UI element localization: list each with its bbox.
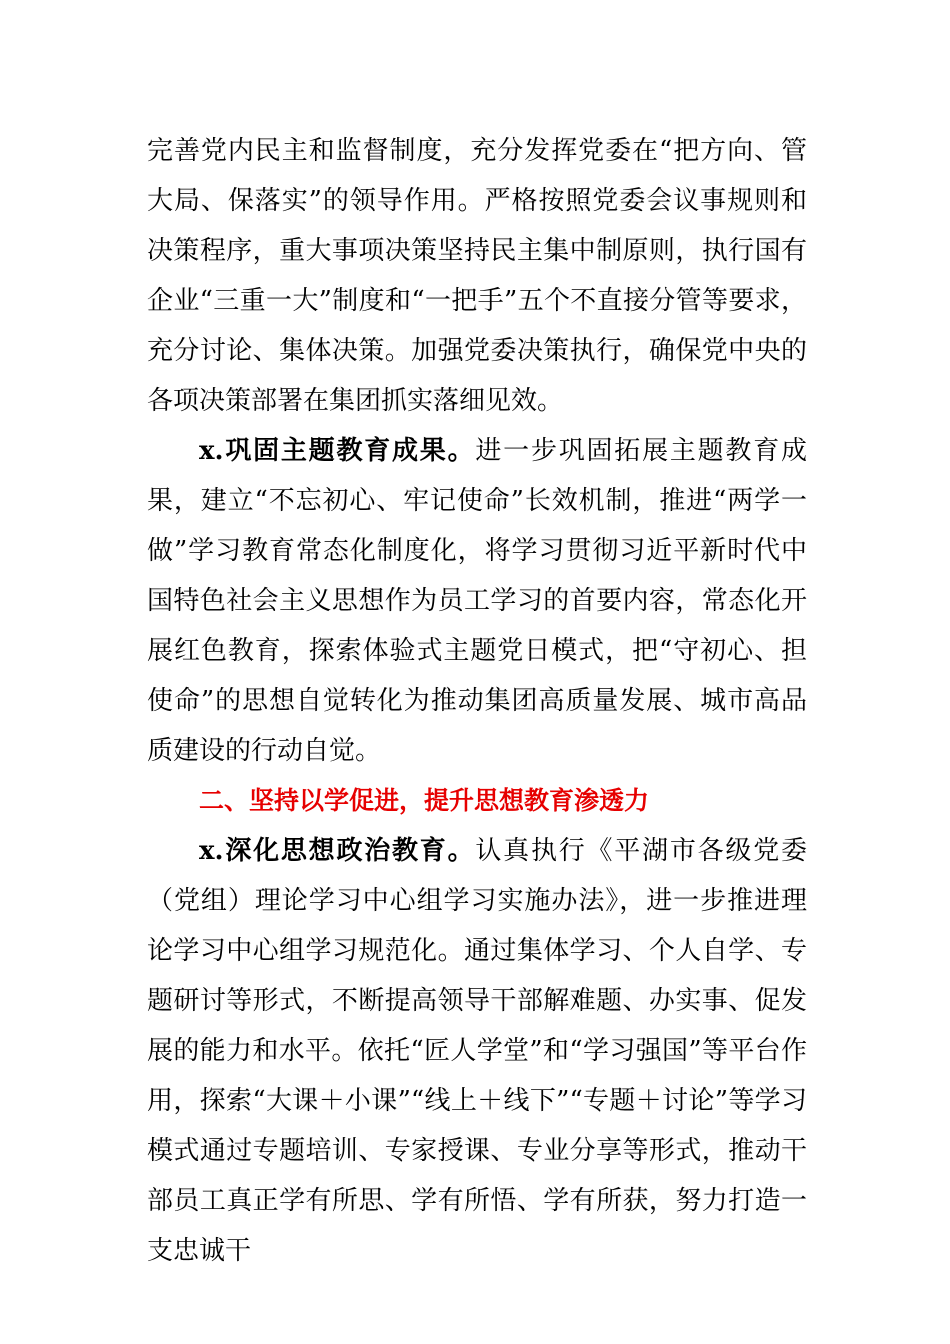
section-heading: 二、坚持以学促进，提升思想教育渗透力	[199, 786, 650, 815]
paragraph-2-text: 进一步巩固拓展主题教育成果，建立“不忘初心、牢记使命”长效机制，推进“两学一做”学习教育常态化制度化，将学习贯彻习近平新时代中国特色社会主义思想作为员工学习的首要内容，常态化开展红色教育，探索体验式主题党日模式，把“守初心、担使命”的思想自觉转化为推动集团高质量发展、城市高品质建设的行动自觉。	[147, 436, 807, 766]
paragraph-3-text: 认真执行《平湖市各级党委（党组）理论学习中心组学习实施办法》，进一步推进理论学习中心组学习规范化。通过集体学习、个人自学、专题研讨等形式，不断提高领导干部解难题、办实事、促发展的能力和水平。依托“匠人学堂”和“学习强国”等平台作用，探索“大课＋小课”“线上＋线下”“专题＋讨论”等学习模式通过专题培训、专家授课、专业分享等形式，推动干部员工真正学有所思、学有所悟、学有所获，努力打造一支忠诚干	[147, 836, 807, 1266]
paragraph-1-text: 完善党内民主和监督制度，充分发挥党委在“把方向、管大局、保落实”的领导作用。严格按照党委会议事规则和决策程序，重大事项决策坚持民主集中制原则，执行国有企业“三重一大”制度和“一把手”五个不直接分管等要求，充分讨论、集体决策。加强党委决策执行，确保党中央的各项决策部署在集团抓实落细见效。	[147, 136, 807, 416]
paragraph-3	[147, 826, 807, 1276]
paragraph-3-lead: x.深化思想政治教育。	[199, 836, 476, 866]
paragraph-2	[147, 426, 807, 776]
document-body	[147, 126, 807, 1276]
paragraph-1	[147, 126, 807, 426]
paragraph-2-lead: x.巩固主题教育成果。	[199, 436, 476, 466]
